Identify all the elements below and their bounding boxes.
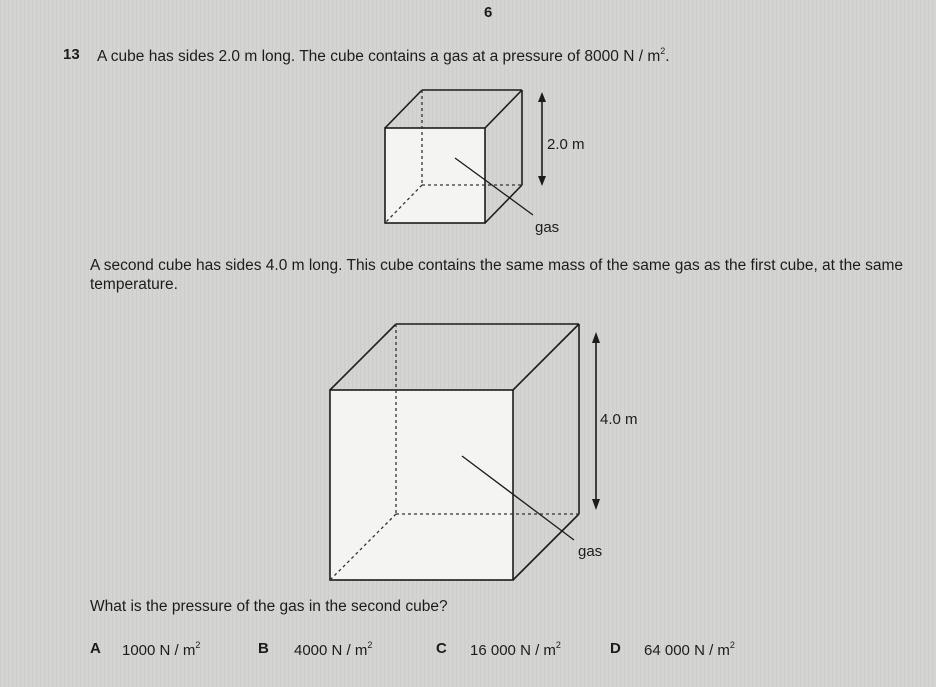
large-cube-side-label: 4.0 m: [600, 411, 638, 428]
question-number: 13: [63, 46, 80, 63]
option-b-unit: N / m: [331, 642, 368, 659]
large-arrow-head-down: [592, 499, 600, 510]
option-b-value: 4000: [294, 642, 328, 659]
large-cube-front-face: [330, 390, 513, 580]
option-a-exponent: 2: [195, 640, 201, 650]
large-arrow-head-up: [592, 332, 600, 343]
option-c-unit: N / m: [520, 642, 556, 659]
option-d[interactable]: [644, 640, 735, 659]
option-a-letter: A: [90, 640, 101, 657]
small-cube-side-label: 2.0 m: [547, 136, 585, 153]
option-b-letter: B: [258, 640, 269, 657]
pressure-exponent: 2: [660, 46, 666, 56]
page-number: 6: [484, 4, 493, 21]
small-cube-gas-label: gas: [535, 219, 560, 236]
option-c-letter: C: [436, 640, 447, 657]
option-d-value: 64 000: [644, 642, 690, 659]
intro-text: A cube has sides 2.0 m long. The cube contains a gas at a pressure of: [97, 48, 585, 65]
intro-end: .: [665, 48, 670, 65]
option-d-exponent: 2: [729, 640, 735, 650]
pressure-value: 8000: [584, 48, 619, 65]
option-a-value: 1000: [122, 642, 156, 659]
option-a-unit: N / m: [159, 642, 196, 659]
option-a[interactable]: [122, 640, 200, 659]
large-cube-gas-label: gas: [578, 543, 603, 560]
pressure-unit: N / m: [623, 48, 661, 65]
option-d-unit: N / m: [694, 642, 730, 659]
question-prompt: What is the pressure of the gas in the second cube?: [90, 598, 448, 615]
option-b-exponent: 2: [367, 640, 373, 650]
option-d-letter: D: [610, 640, 621, 657]
option-c-exponent: 2: [555, 640, 561, 650]
option-c-value: 16 000: [470, 642, 516, 659]
option-b[interactable]: [294, 640, 372, 659]
option-c[interactable]: [470, 640, 561, 659]
second-cube-paragraph: A second cube has sides 4.0 m long. This cube contains the same mass of the same gas as the first cube, at the same temperature.: [90, 257, 904, 293]
